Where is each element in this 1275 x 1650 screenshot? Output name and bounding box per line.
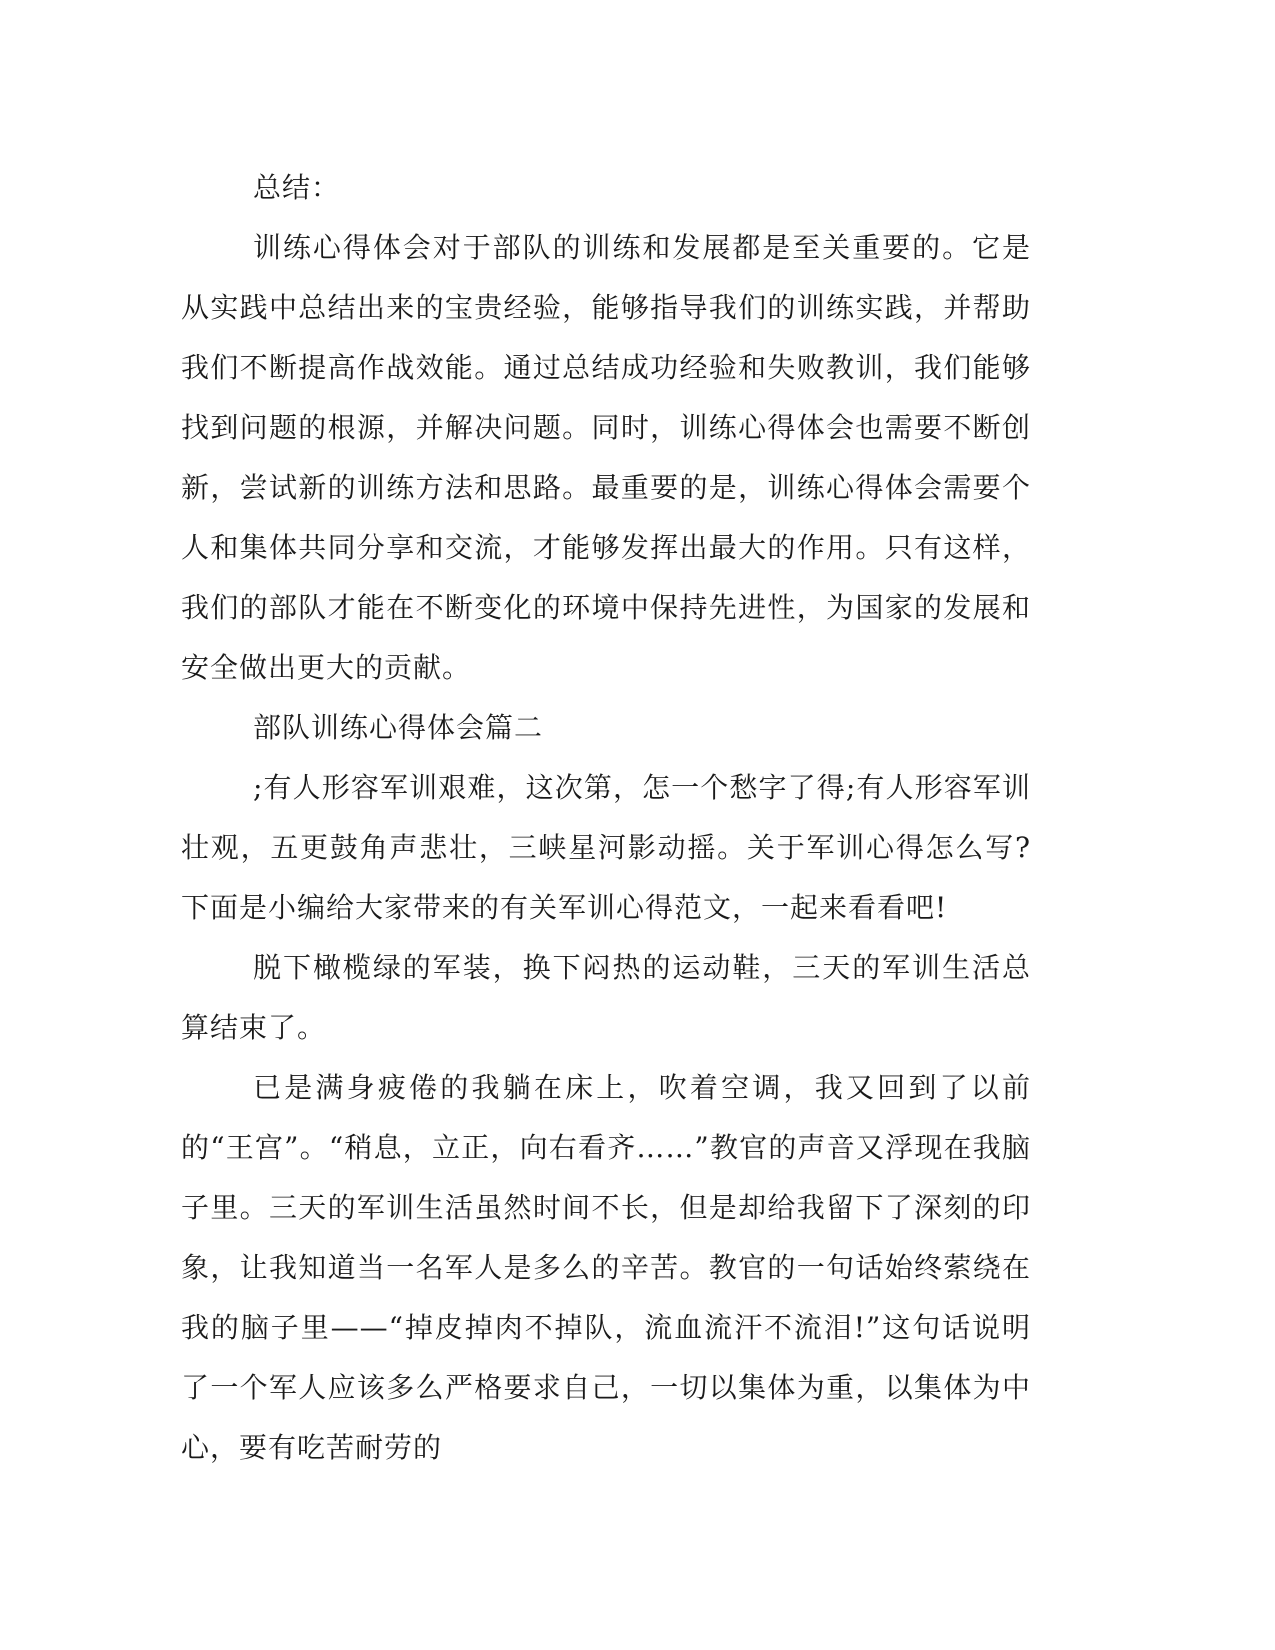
paragraph-reflection: 已是满身疲倦的我躺在床上，吹着空调，我又回到了以前的“王宫”。“稍息，立正，向右看齐……”教官的声音又浮现在我脑子里。三天的军训生活虽然时间不长，但是却给我留下了深刻的印象，让我知道当一名军人是多么的辛苦。教官的一句话始终萦绕在我的脑子里——“掉皮掉肉不掉队，流血流汗不流泪!”这句话说明了一个军人应该多么严格要求自己，一切以集体为重，以集体为中心，要有吃苦耐劳的 (181, 1071, 1031, 1464)
paragraph-training-end: 脱下橄榄绿的军装，换下闷热的运动鞋，三天的军训生活总算结束了。 (181, 951, 1031, 1044)
section-title: 部队训练心得体会篇二 (253, 711, 544, 744)
paragraph-intro: ;有人形容军训艰难，这次第，怎一个愁字了得;有人形容军训壮观，五更鼓角声悲壮，三峡星河影动摇。关于军训心得怎么写?下面是小编给大家带来的有关军训心得范文，一起来看看吧! (181, 771, 1031, 924)
paragraph-summary-body: 训练心得体会对于部队的训练和发展都是至关重要的。它是从实践中总结出来的宝贵经验，能够指导我们的训练实践，并帮助我们不断提高作战效能。通过总结成功经验和失败教训，我们能够找到问题的根源，并解决问题。同时，训练心得体会也需要不断创新，尝试新的训练方法和思路。最重要的是，训练心得体会需要个人和集体共同分享和交流，才能够发挥出最大的作用。只有这样，我们的部队才能在不断变化的环境中保持先进性，为国家的发展和安全做出更大的贡献。 (181, 231, 1031, 684)
paragraph-summary-heading: 总结： (253, 171, 341, 204)
document-body (181, 158, 1031, 1478)
